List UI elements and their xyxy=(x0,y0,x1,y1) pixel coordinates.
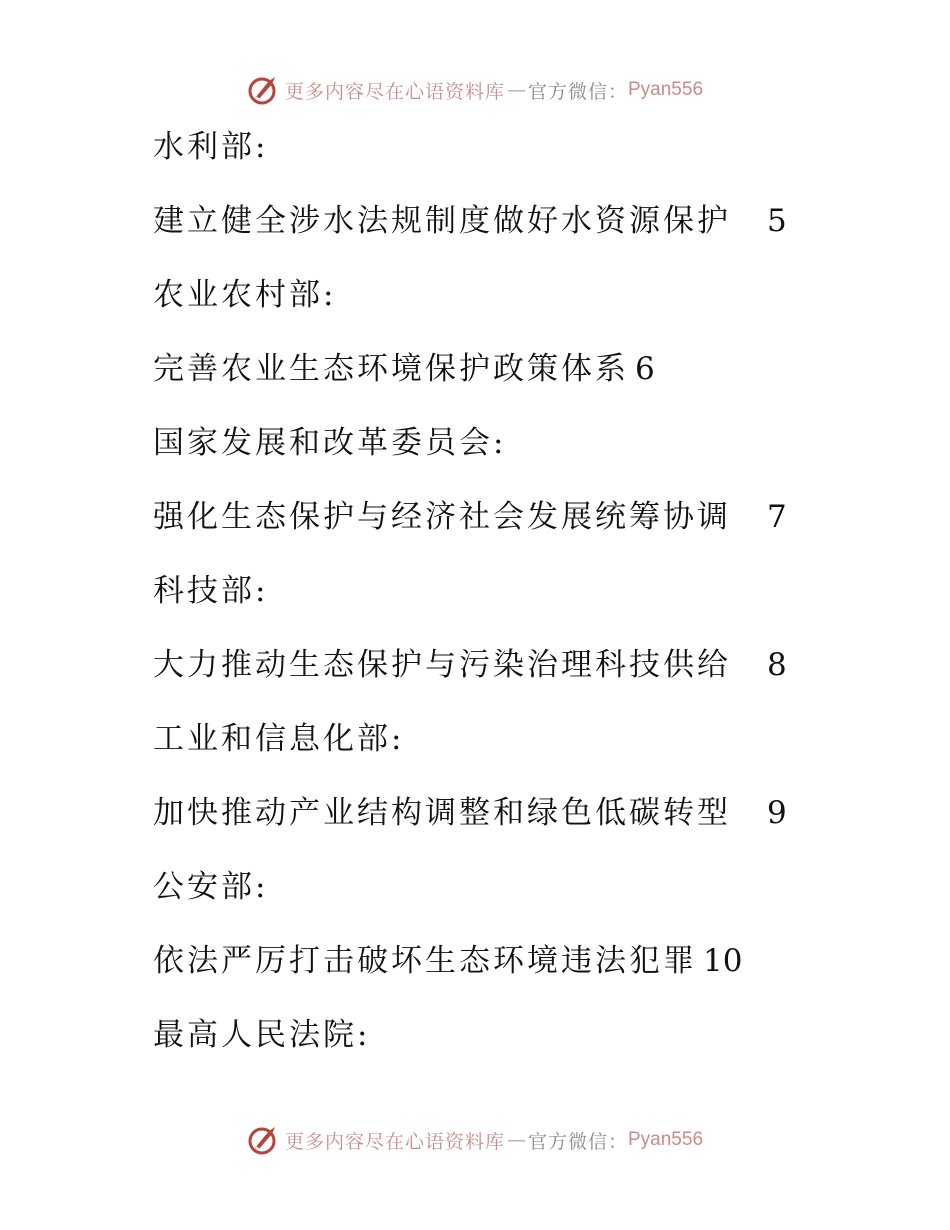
toc-text: 加快推动产业结构调整和绿色低碳转型 xyxy=(153,795,731,831)
watermark-account: Pyan556 xyxy=(628,1129,704,1150)
toc-line xyxy=(153,790,793,864)
toc-page-number: 5 xyxy=(767,203,787,239)
toc-text: 最高人民法院: xyxy=(153,1017,371,1053)
toc-text: 大力推动生态保护与污染治理科技供给 xyxy=(153,647,731,683)
toc-page-number: 10 xyxy=(703,943,743,979)
pen-logo-icon xyxy=(247,1123,281,1157)
toc-text: 水利部: xyxy=(153,129,269,165)
watermark-channel: 官方微信： xyxy=(527,1130,628,1153)
toc-line xyxy=(153,124,793,198)
toc-line xyxy=(153,568,793,642)
toc-line xyxy=(153,198,793,272)
toc-line xyxy=(153,1012,793,1086)
toc-text: 公安部: xyxy=(153,869,269,905)
toc-text: 农业农村部: xyxy=(153,277,337,313)
footer-watermark xyxy=(0,1120,950,1160)
toc-line xyxy=(153,494,793,568)
toc-text: 完善农业生态环境保护政策体系 xyxy=(153,351,629,387)
watermark-separator: — xyxy=(506,1129,526,1151)
watermark-account: Pyan556 xyxy=(628,79,704,100)
toc-line xyxy=(153,420,793,494)
toc-line xyxy=(153,864,793,938)
watermark-site: 更多内容尽在心语资料库 xyxy=(284,1130,505,1153)
toc-line xyxy=(153,716,793,790)
pen-logo-icon xyxy=(247,73,281,107)
toc-line xyxy=(153,272,793,346)
toc-text: 国家发展和改革委员会: xyxy=(153,425,507,461)
toc-text: 建立健全涉水法规制度做好水资源保护 xyxy=(153,203,731,239)
toc-line xyxy=(153,938,793,1012)
toc-line xyxy=(153,642,793,716)
watermark-separator: — xyxy=(506,79,526,101)
toc-page-number: 8 xyxy=(767,647,787,683)
toc-line xyxy=(153,346,793,420)
toc-text: 依法严厉打击破坏生态环境违法犯罪 xyxy=(153,943,697,979)
toc-text: 强化生态保护与经济社会发展统筹协调 xyxy=(153,499,731,535)
watermark-site: 更多内容尽在心语资料库 xyxy=(284,80,505,103)
watermark-channel: 官方微信： xyxy=(527,80,628,103)
toc-text: 科技部: xyxy=(153,573,269,609)
table-of-contents xyxy=(153,124,793,1086)
toc-page-number: 6 xyxy=(635,351,655,387)
header-watermark xyxy=(0,70,950,110)
toc-page-number: 9 xyxy=(767,795,787,831)
toc-page-number: 7 xyxy=(767,499,787,535)
toc-text: 工业和信息化部: xyxy=(153,721,405,757)
